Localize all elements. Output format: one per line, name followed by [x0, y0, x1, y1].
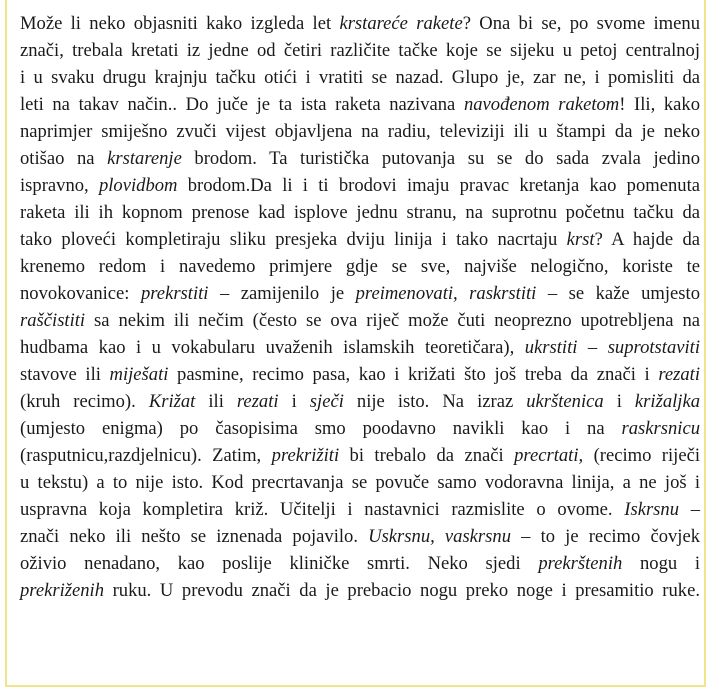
text-run: krenemo redom i navedemo primjere gdje se sve, najviše nelogično, koriste te	[20, 256, 700, 277]
italic-term: raskrsnicu	[621, 418, 700, 439]
article-text	[20, 10, 700, 604]
text-run: ili	[195, 391, 237, 412]
text-line	[20, 307, 700, 334]
text-line	[20, 577, 700, 604]
italic-term: Križat	[148, 391, 196, 412]
italic-term: rezati	[236, 391, 279, 412]
italic-term: navođenom raketom	[463, 94, 620, 115]
text-run: – se kaže umjesto	[536, 283, 701, 304]
text-run: znači, trebala kretati iz jedne od četiri različite tačke koje se sijeku u petoj centralnoj	[20, 40, 700, 61]
italic-term: preimenovati, raskrstiti	[355, 283, 537, 304]
text-line	[20, 226, 700, 253]
text-line	[20, 388, 700, 415]
text-run: (umjesto enigma) po časopisima smo poodavno navikli kao i na	[20, 418, 622, 439]
text-line	[20, 469, 700, 496]
text-run: ruku. U prevodu znači da je prebacio nogu preko noge i presamitio ruke.	[104, 580, 700, 601]
italic-term: križaljka	[634, 391, 700, 412]
text-run: (kruh recimo).	[20, 391, 149, 412]
text-run: znači neko ili nešto se iznenada pojavilo.	[20, 526, 369, 547]
text-line	[20, 37, 700, 64]
text-run: nije isto. Na izraz	[343, 391, 527, 412]
text-run: – zamijenilo je	[208, 283, 356, 304]
italic-term: krstarenje	[107, 148, 182, 169]
text-run: leti na takav način.. Do juče je ta ista raketa nazivana	[20, 94, 464, 115]
italic-term: prekrštenih	[538, 553, 623, 574]
italic-term: ukrstiti – suprotstaviti	[524, 337, 700, 358]
text-run: naprimjer smiješno zvuči vijest objavljena na radiu, televiziji ili u štampi da je neko	[20, 121, 700, 142]
text-line	[20, 334, 700, 361]
italic-term: prekrstiti	[140, 283, 209, 304]
text-run: raketa ili ih kopnom prenose kad isplove jednu stranu, na suprotnu početnu tačku da	[20, 202, 700, 223]
text-run: tako ploveći kompletiraju sliku presjeka dviju linija i tako nacrtaju	[20, 229, 567, 250]
text-line	[20, 550, 700, 577]
text-run: otišao na	[20, 148, 108, 169]
text-line	[20, 145, 700, 172]
text-run: –	[679, 499, 700, 520]
text-line	[20, 442, 700, 469]
text-line	[20, 280, 700, 307]
text-run: nogu i	[622, 553, 701, 574]
text-run: novokovanice:	[20, 283, 141, 304]
text-run: sa nekim ili nečim (često se ova riječ može čuti neoprezno upotrebljena na	[85, 310, 700, 331]
italic-term: miješati	[109, 364, 169, 385]
italic-term: krstareće rakete	[339, 13, 463, 34]
text-run: i	[278, 391, 310, 412]
text-run: i	[603, 391, 635, 412]
text-line	[20, 172, 700, 199]
text-run: ? A hajde da	[594, 229, 700, 250]
text-run: uspravna koja kompletira križ. Učitelji i nastavnici razmislite o ovome.	[20, 499, 625, 520]
text-run: ! Ili, kako	[619, 94, 700, 115]
text-run: brodom. Ta turistička putovanja su se do sada zvala jedino	[181, 148, 700, 169]
text-line	[20, 415, 700, 442]
text-run: (recimo riječi	[583, 445, 700, 466]
italic-term: rezati	[658, 364, 700, 385]
italic-term: prekrižiti	[271, 445, 340, 466]
text-run: hudbama kao i u vokabularu uvaženih islamskih teoretičara),	[20, 337, 525, 358]
text-line	[20, 361, 700, 388]
italic-term: prekriženih	[20, 580, 104, 601]
text-run: (rasputnicu,razdjelnicu). Zatim,	[20, 445, 272, 466]
italic-term: ukrštenica	[526, 391, 604, 412]
text-run: pasmine, recimo pasa, kao i križati što još treba da znači i	[168, 364, 659, 385]
italic-term: Iskrsnu	[624, 499, 680, 520]
italic-term: raščistiti	[20, 310, 86, 331]
text-line	[20, 64, 700, 91]
text-line	[20, 523, 700, 550]
text-line	[20, 199, 700, 226]
text-run: ispravno,	[20, 175, 99, 196]
text-line	[20, 91, 700, 118]
text-run: oživio nenadano, kao poslije kliničke smrti. Neko sjedi	[20, 553, 539, 574]
text-line	[20, 253, 700, 280]
text-line	[20, 10, 700, 37]
text-run: u tekstu) a to nije isto. Kod precrtavanja se povuče samo vodoravna linija, a ne još i	[20, 472, 700, 493]
text-run: – to je recimo čovjek	[511, 526, 701, 547]
italic-term: krst	[566, 229, 595, 250]
text-run: brodom.Da li i ti brodovi imaju pravac kretanja kao pomenuta	[177, 175, 700, 196]
text-run: Može li neko objasniti kako izgleda let	[20, 13, 340, 34]
italic-term: Uskrsnu, vaskrsnu	[368, 526, 512, 547]
italic-term: precrtati,	[514, 445, 584, 466]
text-run: ? Ona bi se, po svome imenu	[462, 13, 700, 34]
text-run: stavove ili	[20, 364, 110, 385]
text-run: bi trebalo da znači	[339, 445, 515, 466]
text-run: i u svaku drugu krajnju tačku otići i vratiti se nazad. Glupo je, zar ne, i pomisliti da	[20, 67, 700, 88]
italic-term: sječi	[309, 391, 344, 412]
text-line	[20, 496, 700, 523]
italic-term: plovidbom	[98, 175, 178, 196]
text-line	[20, 118, 700, 145]
